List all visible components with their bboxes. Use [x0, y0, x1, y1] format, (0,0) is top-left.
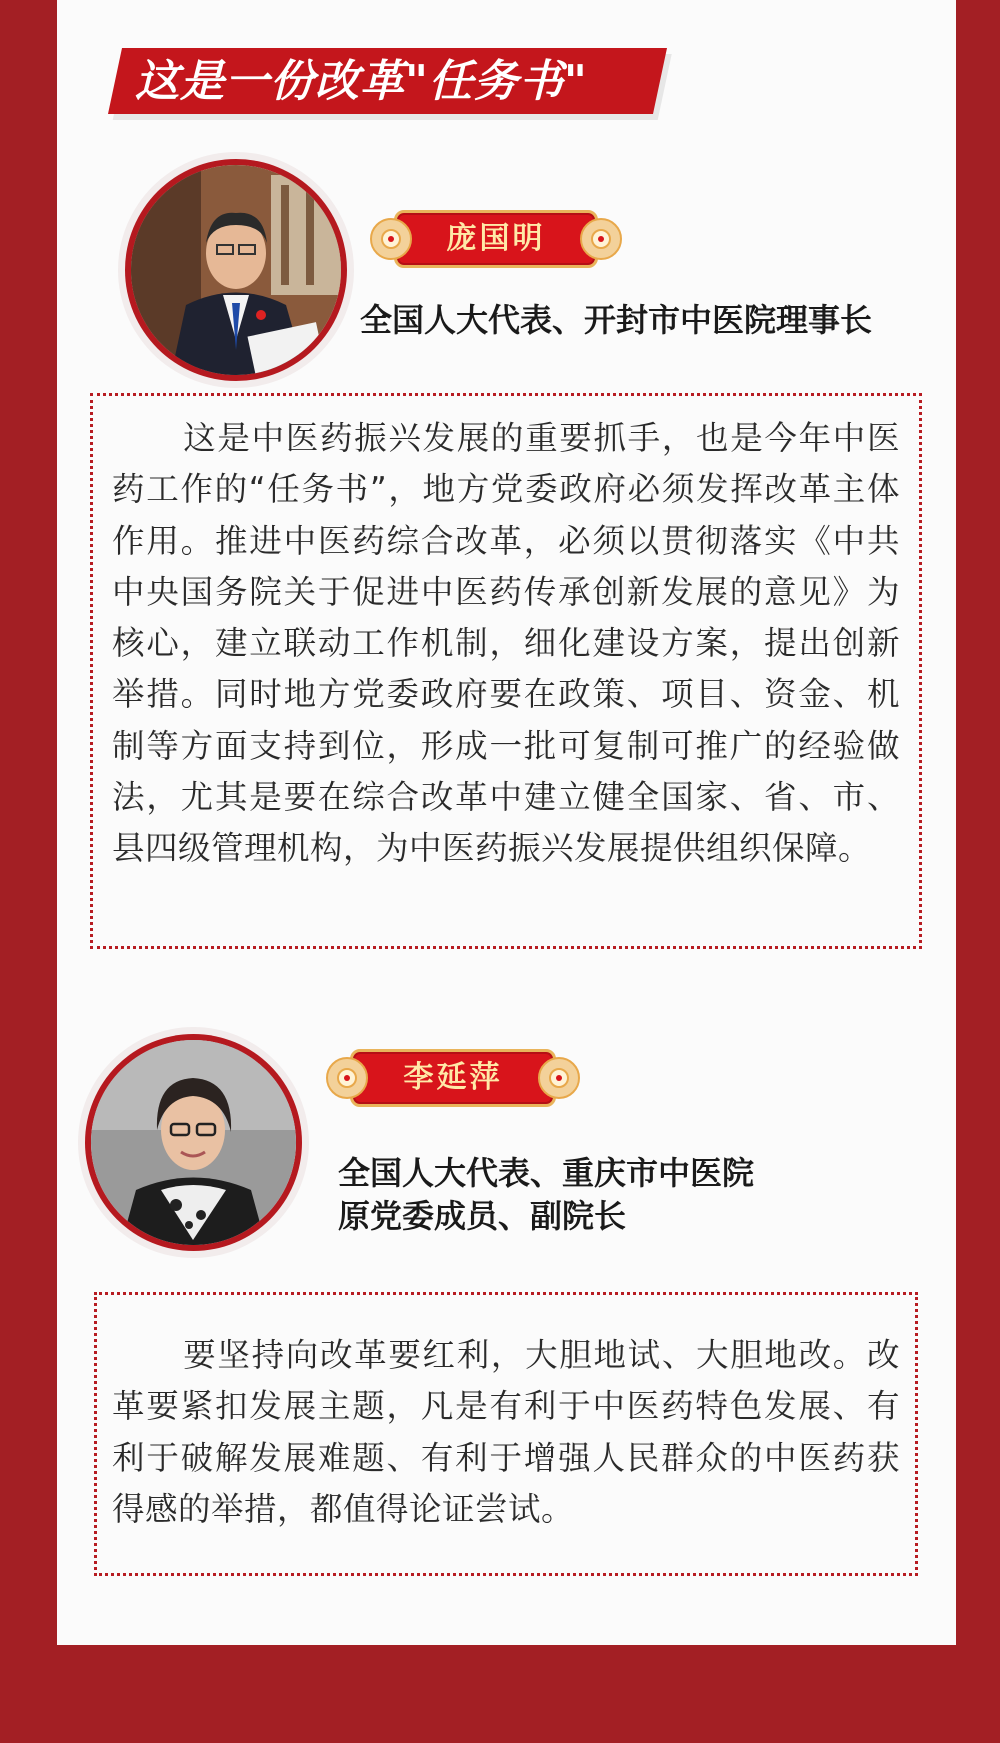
- portrait-man-image: [131, 165, 341, 375]
- portrait-woman-image: [91, 1040, 296, 1245]
- quote-body: 这是中医药振兴发展的重要抓手，也是今年中医药工作的“任务书”，地方党委政府必须发挥改革主体作用。推进中医药综合改革，必须以贯彻落实《中共中央国务院关于促进中医药传承创新发展的意见》为核心，建立联动工作机制，细化建设方案，提出创新举措。同时地方党委政府要在政策、项目、资金、机制等方面支持到位，形成一批可复制可推广的经验做法，尤其是要在综合改革中建立健全国家、省、市、县四级管理机构，为中医药振兴发展提供组织保障。: [112, 419, 900, 868]
- person-title-line2: 原党委成员、副院长: [338, 1197, 627, 1235]
- quote-body: 要坚持向改革要红利，大胆地试、大胆地改。改革要紧扣发展主题，凡是有利于中医药特色发展、有利于破解发展难题、有利于增强人民群众的中医药获得感的举措，都值得论证尝试。: [112, 1336, 900, 1528]
- avatar-person2: [91, 1040, 296, 1245]
- quote-text-person2: [112, 1330, 900, 1535]
- quote-text-person1: [112, 413, 900, 875]
- person-name: 庞国明: [446, 221, 546, 256]
- section-title: 这是一份改革"任务书": [135, 56, 588, 107]
- name-tag-person2: [322, 1049, 584, 1107]
- avatar-person1: [131, 165, 341, 375]
- person-title: 全国人大代表、开封市中医院理事长: [360, 301, 873, 339]
- person-title-line1: 全国人大代表、重庆市中医院: [338, 1154, 755, 1192]
- name-tag-person1: [366, 210, 626, 268]
- person-name: 李延萍: [403, 1060, 503, 1095]
